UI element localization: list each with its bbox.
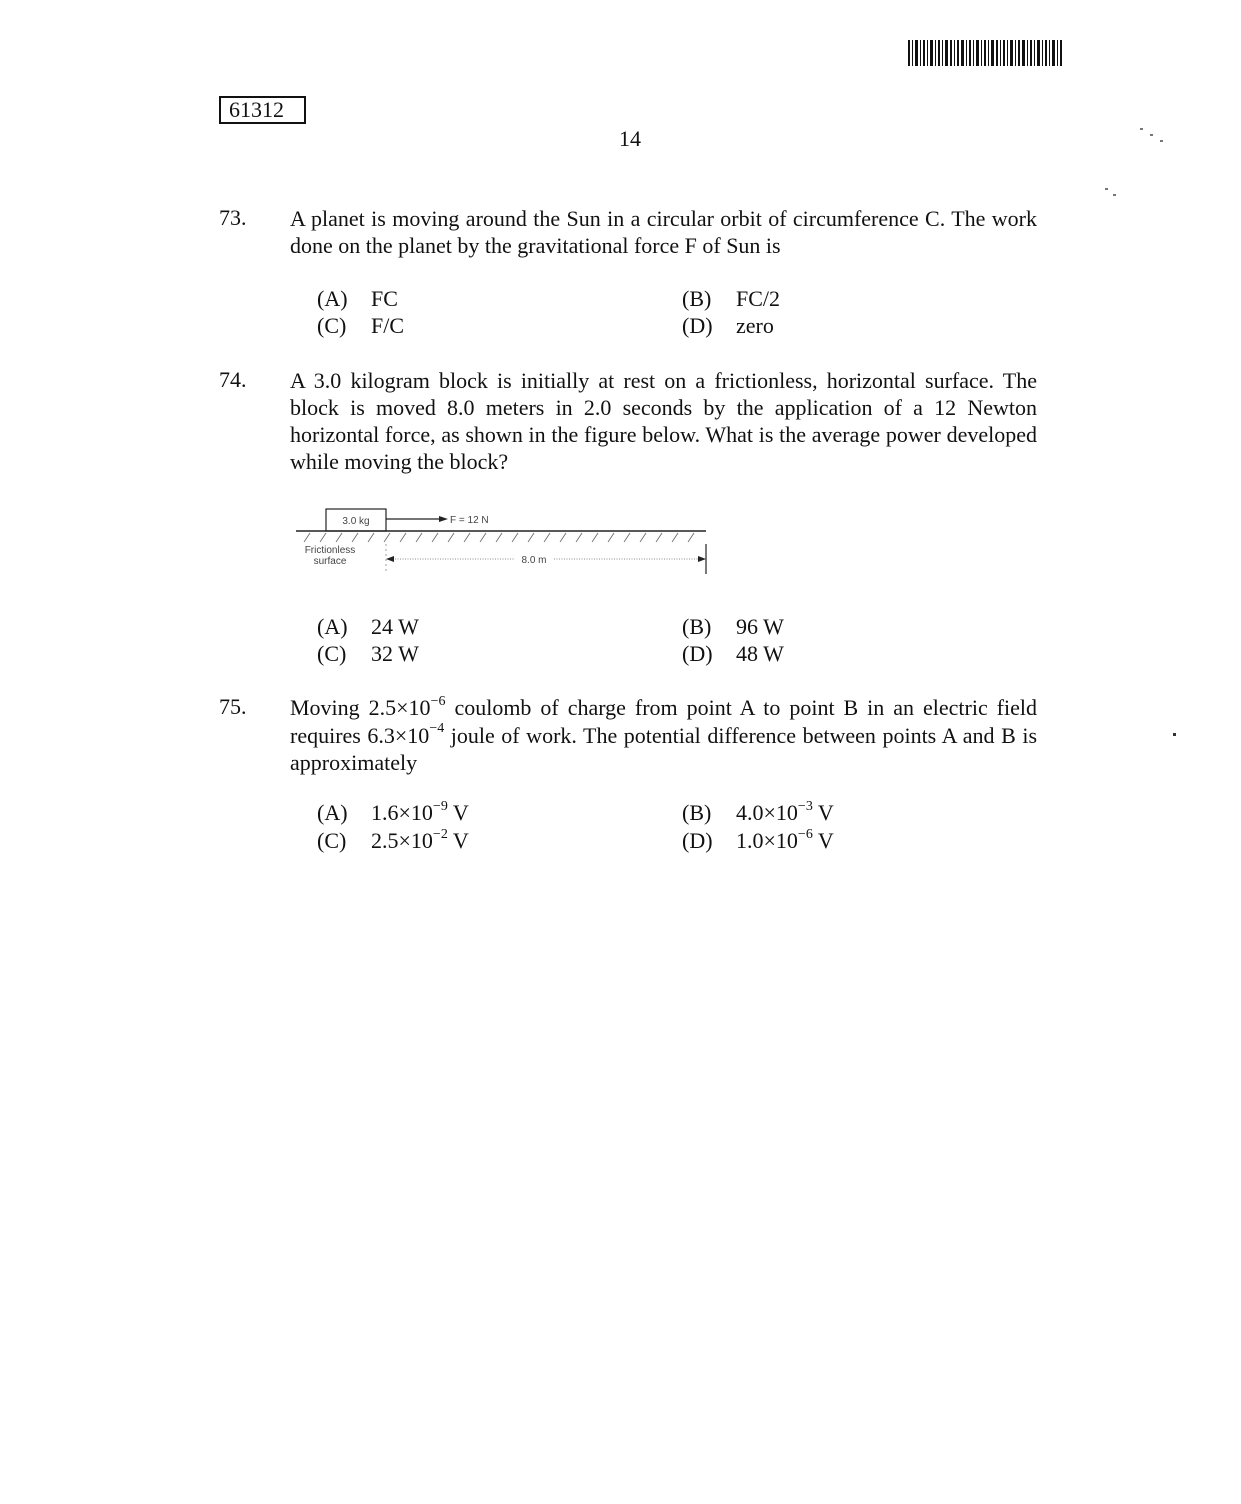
option-label: (A) — [317, 800, 348, 825]
scan-speck — [1160, 140, 1163, 142]
option-label: (C) — [317, 641, 347, 666]
option-value: FC/2 — [736, 286, 781, 311]
scan-speck — [1173, 733, 1176, 736]
question-text: A planet is moving around the Sun in a circular orbit of circumference C. The work done on the planet by the gravitational force F of Sun is — [290, 206, 1037, 258]
option-label: (B) — [682, 800, 712, 825]
option-b: (B) $4.0\times 10^{-3}$ V — [682, 798, 834, 825]
option-c — [317, 641, 419, 667]
option-label: (D) — [682, 313, 713, 338]
option-d: (D) $1.0\times 10^{-6}$ V — [682, 826, 834, 853]
force-arrow-head — [439, 516, 448, 522]
scan-speck — [1150, 134, 1153, 136]
force-label: F = 12 N — [450, 515, 489, 526]
scan-speck — [1105, 188, 1108, 190]
option-a — [317, 614, 419, 640]
option-value: F/C — [371, 313, 405, 338]
page-number: 14 — [619, 126, 641, 151]
barcode — [908, 40, 1062, 66]
option-label: (A) — [317, 286, 348, 311]
option-value: 24 W — [371, 614, 419, 639]
option-c: (C) $2.5\times 10^{-2}$ V — [317, 826, 469, 853]
question-text: Moving $2.5\times 10^{-6}$ coulomb of charge from point A to point B in an electric field requires $6.3\times 10^{-4}$ joule of work. The potential difference between points A and B is approximately — [290, 693, 1037, 775]
question-text: A 3.0 kilogram block is initially at rest on a frictionless, horizontal surface. The block is moved 8.0 meters in 2.0 seconds by the application of a 12 Newton horizontal force, as shown in the figure below. What is the average power developed while moving the block? — [290, 368, 1037, 474]
option-value: 48 W — [736, 641, 784, 666]
question-number: 74. — [219, 367, 247, 392]
scan-speck — [1113, 194, 1116, 196]
option-label: (B) — [682, 286, 712, 311]
option-d — [682, 641, 784, 667]
option-label: (C) — [317, 828, 347, 853]
option-c — [317, 313, 404, 339]
surface-label-line1: Frictionless — [304, 545, 356, 556]
option-value: FC — [371, 286, 398, 311]
block-force-figure — [290, 500, 720, 580]
surface-hatching — [304, 533, 694, 542]
scan-speck — [1140, 128, 1143, 130]
option-value: zero — [736, 313, 774, 338]
question-number: 73. — [219, 205, 247, 230]
option-label: (B) — [682, 614, 712, 639]
option-a — [317, 286, 398, 312]
distance-label: 8.0 m — [521, 555, 547, 566]
surface-label-line2: surface — [313, 556, 347, 567]
option-b — [682, 614, 784, 640]
option-label: (D) — [682, 641, 713, 666]
option-a: (A) $1.6\times 10^{-9}$ V — [317, 798, 469, 825]
block-label: 3.0 kg — [342, 516, 370, 527]
option-label: (A) — [317, 614, 348, 639]
paper-code: 61312 — [219, 96, 306, 124]
option-b — [682, 286, 780, 312]
option-d — [682, 313, 774, 339]
option-label: (D) — [682, 828, 713, 853]
option-value: 96 W — [736, 614, 784, 639]
distance-arrow-right — [698, 556, 706, 562]
option-label: (C) — [317, 313, 347, 338]
question-number: 75. — [219, 694, 247, 719]
distance-arrow-left — [386, 556, 394, 562]
option-value: 32 W — [371, 641, 419, 666]
